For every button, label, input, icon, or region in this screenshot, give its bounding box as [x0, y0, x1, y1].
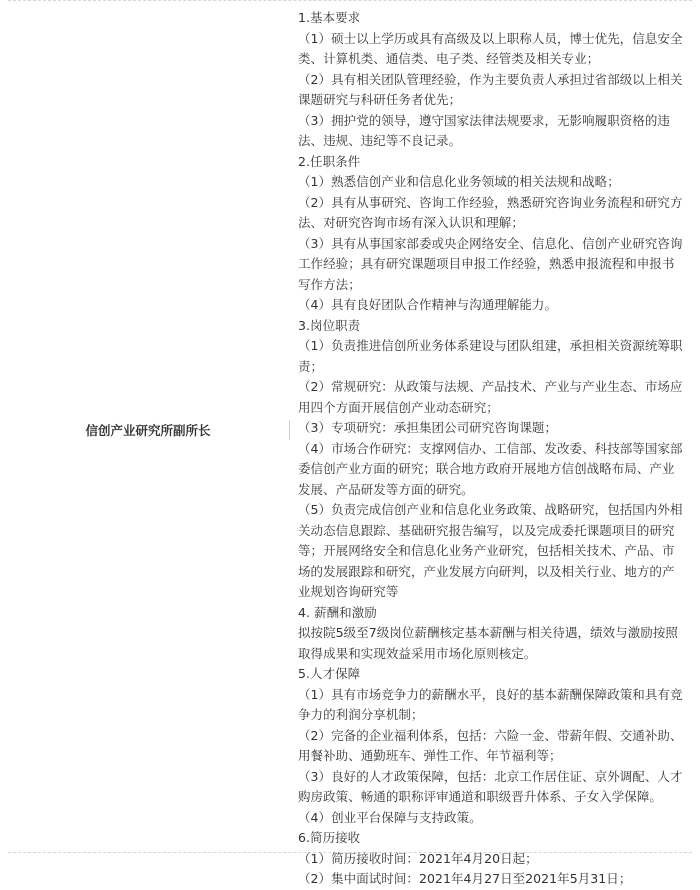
- text-line: （1）硕士以上学历或具有高级及以上职称人员，博士优先，信息安全: [298, 30, 683, 46]
- text-line: （3）拥护党的领导，遵守国家法律法规要求，无影响履职资格的违: [298, 112, 670, 128]
- section-heading-qualifications: 2.任职条件: [298, 153, 361, 169]
- cell-divider: [289, 420, 290, 440]
- job-description: [298, 8, 688, 890]
- section-heading-benefits: 5.人才保障: [298, 666, 361, 681]
- text-line: （4）创业平台保障与支持政策。: [298, 809, 482, 825]
- text-line: 委信创产业方面的研究；联合地方政府开展地方信创战略布局、产业: [298, 461, 675, 476]
- text-line: 法、违规、违纪等不良记录。: [298, 133, 462, 148]
- position-title: 信创产业研究所副所长: [85, 423, 211, 438]
- text-line: （1）简历接收时间：2021年4月20日起；: [298, 850, 538, 866]
- text-line: （1）负责推进信创所业务体系建设与团队组建，承担相关资源统筹职: [298, 338, 683, 353]
- text-line: （1）熟悉信创产业和信息化业务领域的相关法规和战略；: [298, 174, 620, 189]
- position-cell: [8, 1, 288, 852]
- text-line: （3）良好的人才政策保障，包括：北京工作居住证、京外调配、人才: [298, 768, 683, 784]
- text-line: 责；: [298, 358, 324, 374]
- section-heading-responsibilities: 3.岗位职责: [298, 317, 361, 333]
- text-line: 类、计算机类、通信类、电子类、经管类及相关专业；: [298, 51, 600, 66]
- text-line: （4）市场合作研究：支撑网信办、工信部、发改委、科技部等国家部: [298, 440, 683, 456]
- text-line: （2）完备的企业福利体系，包括：六险一金、带薪年假、交通补助、: [298, 727, 683, 743]
- text-line: 拟按院5级至7级岗位薪酬核定基本薪酬与相关待遇，绩效与激励按照: [298, 625, 678, 640]
- text-line: 取得成果和实现效益采用市场化原则核定。: [298, 645, 537, 661]
- text-line: （2）具有相关团队管理经验，作为主要负责人承担过省部级以上相关: [298, 71, 683, 87]
- text-line: （4）具有良好团队合作精神与沟通理解能力。: [298, 297, 558, 312]
- section-heading-resume: 6.简历接收: [298, 830, 361, 845]
- text-line: 用四个方面开展信创产业动态研究；: [298, 399, 499, 415]
- text-line: 场的发展跟踪和研究，产业发展方向研判，以及相关行业、地方的产: [298, 563, 675, 579]
- text-line: （5）负责完成信创产业和信息化业务政策、战略研究，包括国内外相: [298, 502, 683, 517]
- text-line: 业规划咨询研究等: [298, 584, 399, 599]
- text-line: 工作经验；具有研究课题项目申报工作经验，熟悉申报流程和申报书: [298, 256, 675, 271]
- text-line: 关动态信息跟踪、基础研究报告编写，以及完成委托课题项目的研究: [298, 522, 675, 538]
- text-line: 购房政策、畅通的职称评审通道和职级晋升体系、子女入学保障。: [298, 789, 662, 804]
- text-line: 用餐补助、通勤班车、弹性工作、年节福利等；: [298, 748, 562, 763]
- section-heading-requirements: 1.基本要求: [298, 10, 361, 25]
- text-line: （2）常规研究：从政策与法规、产品技术、产业与产业生态、市场应: [298, 379, 683, 394]
- text-line: （2）集中面试时间：2021年4月27日至2021年5月31日；: [298, 871, 632, 886]
- text-line: 课题研究与科研任务者优先；: [298, 92, 462, 107]
- text-line: 等；开展网络安全和信息化业务产业研究，包括相关技术、产品、市: [298, 543, 675, 558]
- text-line: 写作方法；: [298, 276, 361, 292]
- text-line: （3）专项研究：承担集团公司研究咨询课题；: [298, 420, 558, 435]
- text-line: （2）具有从事研究、咨询工作经验，熟悉研究咨询业务流程和研究方: [298, 194, 683, 210]
- text-line: 争力的利润分享机制；: [298, 707, 424, 722]
- text-line: （3）具有从事国家部委或央企网络安全、信息化、信创产业研究咨询: [298, 235, 683, 251]
- text-line: （1）具有市场竞争力的薪酬水平，良好的基本薪酬保障政策和具有竞: [298, 686, 683, 702]
- text-line: 法、对研究咨询市场有深入认识和理解；: [298, 215, 524, 230]
- text-line: 发展、产品研发等方面的研究。: [298, 481, 474, 497]
- section-heading-compensation: 4. 薪酬和激励: [298, 604, 377, 620]
